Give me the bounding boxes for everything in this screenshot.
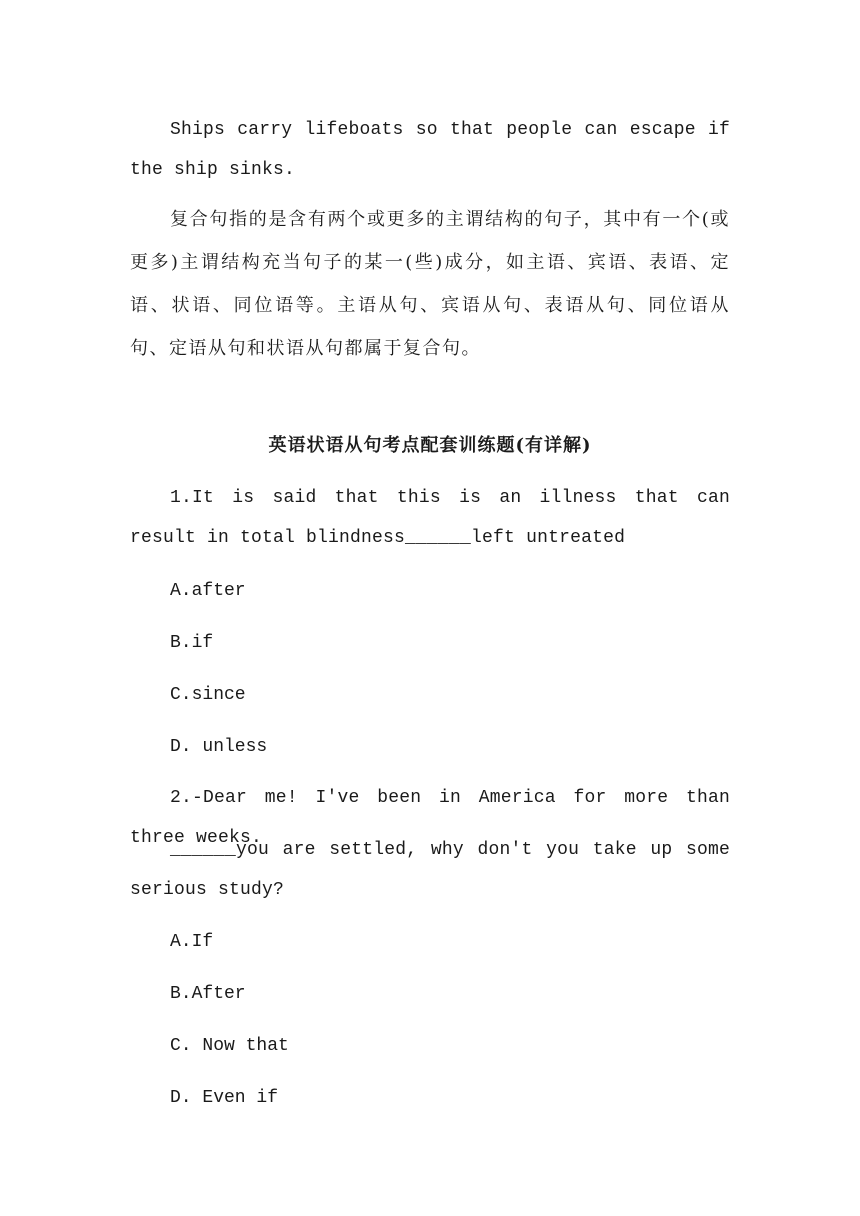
question-1-stem: 1.It is said that this is an illness that can result in total blindness______left untreated <box>130 488 730 548</box>
question-2-option-b: B.After <box>170 984 246 1004</box>
question-1-option-c: C.since <box>170 685 246 705</box>
question-2-dialogue: 2.-Dear me! I've been in America for more than three weeks. <box>130 788 730 848</box>
question-1-option-d: D. unless <box>170 737 268 757</box>
question-2-stem: ______you are settled, why don't you take up some serious study? <box>130 840 730 900</box>
question-1-option-b: B.if <box>170 633 214 653</box>
section-title: 英语状语从句考点配套训练题(有详解) <box>268 435 592 456</box>
example-sentence: Ships carry lifeboats so that people can escape if the ship sinks. <box>130 120 730 180</box>
compound-sentence-explanation: 复合句指的是含有两个或更多的主谓结构的句子，其中有一个(或更多)主谓结构充当句子的某一(些)成分，如主语、宾语、表语、定语、状语、同位语等。主语从句、宾语从句、表语从句、同位语从句、定语从句和状语从句都属于复合句。 <box>130 209 730 359</box>
question-2-option-c: C. Now that <box>170 1036 289 1056</box>
question-1-option-a: A.after <box>170 581 246 601</box>
question-2-option-a: A.If <box>170 932 214 952</box>
question-2-option-d: D. Even if <box>170 1088 279 1108</box>
